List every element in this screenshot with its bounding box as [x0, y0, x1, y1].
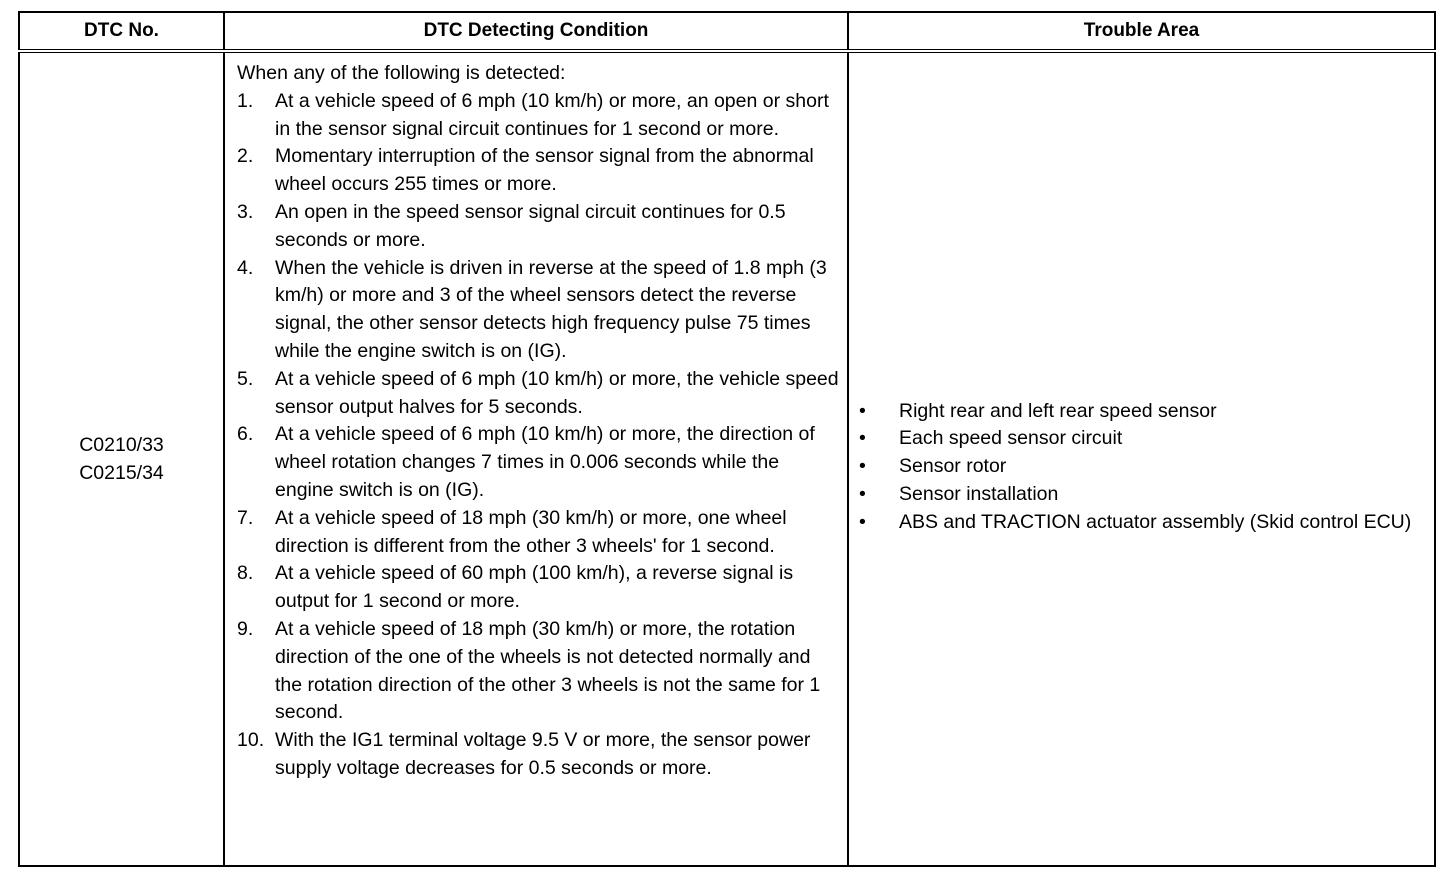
detecting-condition-cell — [224, 51, 848, 866]
trouble-area-item — [859, 425, 1426, 453]
dtc-table — [18, 11, 1436, 867]
condition-item — [237, 143, 841, 199]
condition-number: 6. — [237, 423, 254, 446]
condition-number: 9. — [237, 617, 254, 640]
header-trouble-area: Trouble Area — [848, 12, 1435, 51]
condition-item — [237, 88, 841, 144]
trouble-area-text: ABS and TRACTION actuator assembly (Skid control ECU) — [899, 510, 1412, 533]
trouble-area-text: Sensor installation — [899, 482, 1059, 505]
condition-number: 2. — [237, 145, 254, 168]
trouble-area-item — [859, 509, 1426, 537]
trouble-area-text: Each speed sensor circuit — [899, 427, 1123, 450]
condition-item — [237, 255, 841, 366]
condition-number: 5. — [237, 367, 254, 390]
trouble-area-item — [859, 398, 1426, 426]
condition-item — [237, 199, 841, 255]
condition-text: When the vehicle is driven in reverse at the speed of 1.8 mph (3 km/h) or more and 3 of the wheel sensors detect the reverse signal, the other sensor detects high frequency pulse 75 times while the engine switch is on (IG). — [275, 256, 827, 362]
condition-item — [237, 421, 841, 504]
dtc-code-cell — [19, 51, 224, 866]
condition-number: 10. — [237, 729, 265, 752]
condition-number: 3. — [237, 200, 254, 223]
condition-number: 4. — [237, 256, 254, 279]
condition-item — [237, 560, 841, 616]
condition-text: At a vehicle speed of 6 mph (10 km/h) or more, an open or short in the sensor signal circuit continues for 1 second or more. — [275, 89, 829, 140]
table-row — [19, 51, 1435, 866]
dtc-code: C0210/33 — [79, 434, 164, 456]
condition-item — [237, 505, 841, 561]
bullet-icon: • — [859, 510, 866, 533]
condition-text: Momentary interruption of the sensor signal from the abnormal wheel occurs 255 times or more. — [275, 145, 814, 196]
condition-number: 8. — [237, 562, 254, 585]
condition-item — [237, 366, 841, 422]
condition-text: With the IG1 terminal voltage 9.5 V or more, the sensor power supply voltage decreases for 0.5 seconds or more. — [275, 729, 811, 779]
condition-text: At a vehicle speed of 18 mph (30 km/h) or more, the rotation direction of the one of the wheels is not detected normally and the rotation direction of the other 3 wheels is not the same for 1 second. — [275, 617, 821, 724]
condition-number: 1. — [237, 89, 254, 112]
dtc-code: C0215/34 — [79, 462, 164, 484]
trouble-area-text: Right rear and left rear speed sensor — [899, 399, 1217, 422]
condition-text: At a vehicle speed of 60 mph (100 km/h), a reverse signal is output for 1 second or more. — [275, 562, 794, 613]
condition-text: At a vehicle speed of 6 mph (10 km/h) or more, the vehicle speed sensor output halves for 5 seconds. — [275, 367, 839, 418]
condition-item — [237, 727, 841, 783]
condition-text: At a vehicle speed of 6 mph (10 km/h) or more, the direction of wheel rotation changes 7 times in 0.006 seconds while the engine switch is on (IG). — [275, 423, 815, 501]
header-dtc-no: DTC No. — [19, 12, 224, 51]
bullet-icon: • — [859, 455, 866, 478]
header-detecting-condition: DTC Detecting Condition — [224, 12, 848, 51]
bullet-icon: • — [859, 427, 866, 450]
condition-item — [237, 616, 841, 727]
trouble-area-item — [859, 481, 1426, 509]
table-header-row — [19, 12, 1435, 51]
trouble-area-item — [859, 453, 1426, 481]
condition-list — [237, 88, 841, 783]
trouble-area-cell — [848, 51, 1435, 866]
condition-intro: When any of the following is detected: — [237, 62, 566, 84]
trouble-area-text: Sensor rotor — [899, 455, 1007, 478]
condition-text: An open in the speed sensor signal circuit continues for 0.5 seconds or more. — [275, 200, 786, 251]
bullet-icon: • — [859, 399, 866, 422]
condition-number: 7. — [237, 506, 254, 529]
bullet-icon: • — [859, 482, 866, 505]
trouble-area-list — [859, 398, 1426, 537]
condition-text: At a vehicle speed of 18 mph (30 km/h) or more, one wheel direction is different from the other 3 wheels' for 1 second. — [275, 506, 787, 557]
